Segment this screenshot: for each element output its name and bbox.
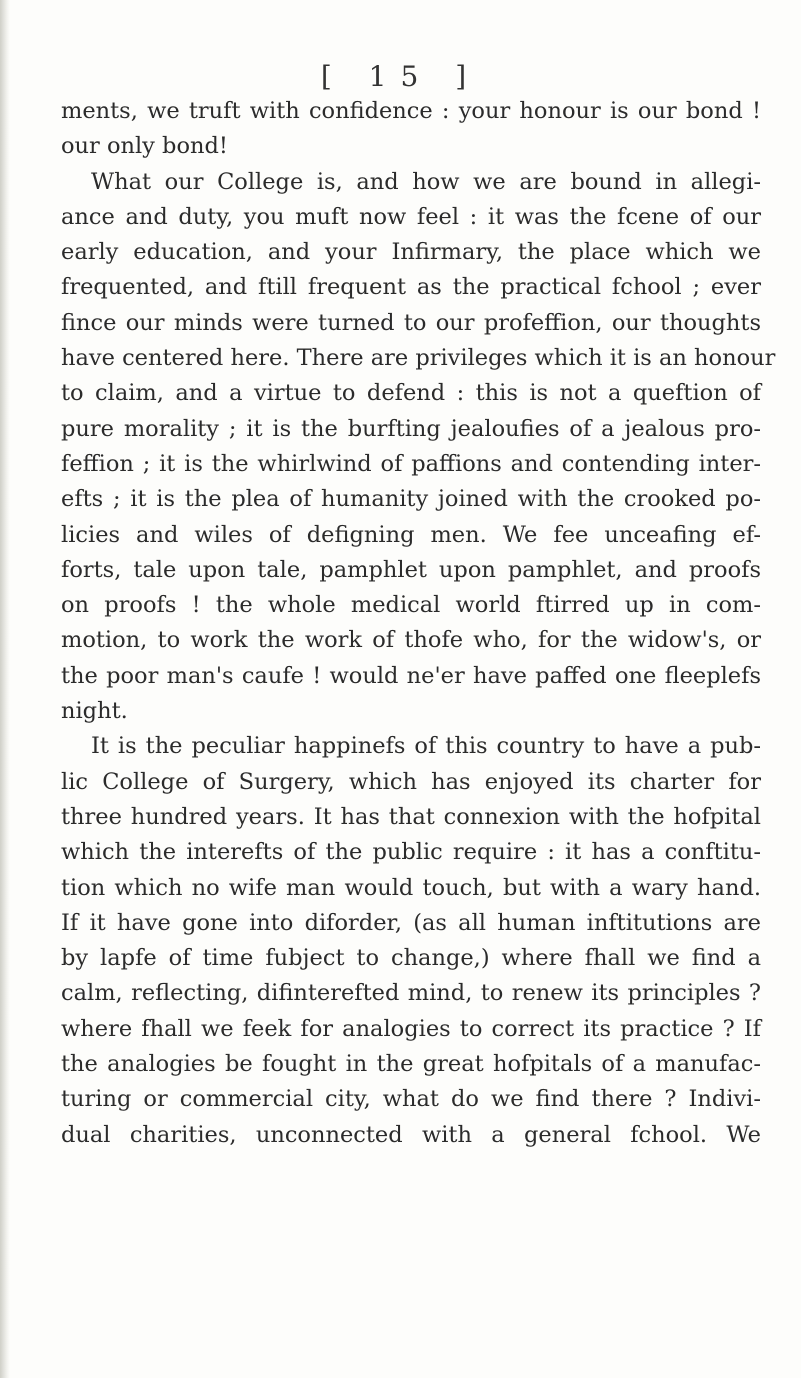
text-line: three hundred years. It has that connexion with the hofpital [61, 803, 761, 830]
text-line: on proofs ! the whole medical world ftirred up in com- [61, 592, 761, 619]
text-line: licies and wiles of defigning men. We fee unceafing ef- [61, 521, 761, 548]
text-line: dual charities, unconnected with a general fchool. We [61, 1121, 761, 1148]
text-line: have centered here. There are privileges which it is an honour [61, 345, 776, 372]
text-line: our only bond! [61, 133, 228, 160]
text-line: If it have gone into diforder, (as all human inftitutions are [61, 909, 761, 936]
text-line: It is the peculiar happinefs of this country to have a pub- [91, 733, 761, 760]
text-line: turing or commercial city, what do we find there ? Indivi- [61, 1086, 761, 1113]
text-line: fince our minds were turned to our profeffion, our thoughts [61, 309, 761, 336]
text-line: the poor man's caufe ! would ne'er have paffed one fleeplefs [61, 662, 761, 689]
text-line: where fhall we feek for analogies to correct its practice ? If [61, 1015, 761, 1042]
page-gutter-shadow [0, 0, 10, 1378]
text-line: pure morality ; it is the burfting jealoufies of a jealous pro- [61, 415, 761, 442]
text-line: lic College of Surgery, which has enjoyed its charter for [61, 768, 761, 795]
text-line: calm, reflecting, difinterefted mind, to renew its principles ? [61, 980, 761, 1007]
page-number-header: [ 15 ] [320, 60, 481, 93]
text-line: forts, tale upon tale, pamphlet upon pamphlet, and proofs [61, 556, 761, 583]
text-line: night. [61, 698, 128, 725]
text-line: which the interefts of the public require : it has a conftitu- [61, 839, 761, 866]
text-line: tion which no wife man would touch, but with a wary hand. [61, 874, 761, 901]
text-line: ments, we truft with confidence : your honour is our bond ! [61, 98, 761, 124]
text-line: by lapfe of time fubject to change,) where fhall we find a [61, 945, 761, 972]
text-line: to claim, and a virtue to defend : this is not a queftion of [61, 380, 761, 407]
text-line: motion, to work the work of thofe who, for the widow's, or [61, 627, 761, 654]
text-line: the analogies be fought in the great hofpitals of a manufac- [61, 1051, 761, 1078]
text-line: What our College is, and how we are bound in allegi- [91, 168, 761, 195]
text-line: ance and duty, you muft now feel : it was the fcene of our [61, 203, 761, 230]
body-text [61, 94, 776, 1153]
text-line: feffion ; it is the whirlwind of paffions and contending inter- [61, 450, 761, 477]
text-line: efts ; it is the plea of humanity joined with the crooked po- [61, 486, 761, 513]
text-line: frequented, and ftill frequent as the practical fchool ; ever [61, 274, 761, 301]
text-line: early education, and your Infirmary, the place which we [61, 239, 761, 266]
